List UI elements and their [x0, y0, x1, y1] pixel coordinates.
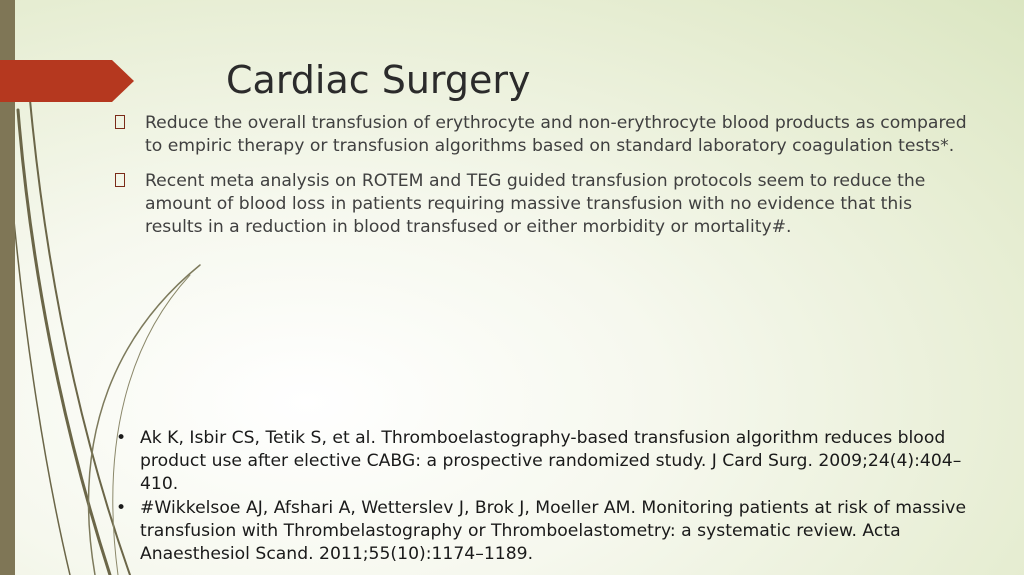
bullet-item: [115, 170, 975, 239]
bullet-list: [115, 112, 975, 251]
bullet-text: Reduce the overall transfusion of erythrocyte and non-erythrocyte blood products as compared to empiric therapy or transfusion algorithms based on standard laboratory coagulation tests*.: [145, 113, 967, 156]
bullet-marker-icon: [115, 115, 125, 129]
reference-list: [112, 427, 982, 567]
reference-item: [112, 497, 982, 566]
bullet-marker-icon: [115, 173, 125, 187]
reference-item: [112, 427, 982, 496]
reference-text: Ak K, Isbir CS, Tetik S, et al. Thromboelastography-based transfusion algorithm reduces blood product use after elective CABG: a prospective randomized study. J Card Surg. 2009;24(4):404–410.: [140, 428, 962, 494]
reference-text: #Wikkelsoe AJ, Afshari A, Wetterslev J, Brok J, Moeller AM. Monitoring patients at risk of massive transfusion with Thrombelastography or Thromboelastometry: a systematic review. Acta Anaesthesiol Scand. 2011;55(10):1174–1189.: [140, 498, 967, 564]
reference-bullet: •: [116, 428, 127, 448]
title-arrow-shape: [0, 60, 134, 102]
bullet-text: Recent meta analysis on ROTEM and TEG guided transfusion protocols seem to reduce the amount of blood loss in patients requiring massive transfusion with no evidence that this results in a reduction in blood transfused or either morbidity or mortality#.: [145, 171, 926, 237]
reference-bullet: •: [116, 498, 127, 518]
bullet-item: [115, 112, 975, 158]
slide-title: Cardiac Surgery: [226, 58, 531, 102]
